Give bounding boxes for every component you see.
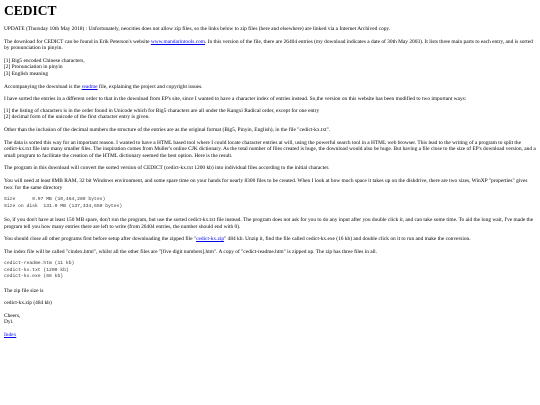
size-line: Size on disk 131.0 MB (137,334,650 bytes): [4, 203, 123, 209]
entry-part: [2] Pronunciation in pinyin: [4, 64, 63, 71]
ram-paragraph: You will need at least 8MB RAM, 32 bit Windows environment, and some spare time on your hands for nearly 8300 files to be created. When I look at how much space it takes up on the diskdrive, there are two sizes, WinXP "properties" gives two: for the same directory: [4, 177, 528, 191]
zip-file-item: cedict-kx.txt (1200 kb): [4, 267, 69, 273]
entry-parts-list: [4, 58, 536, 78]
signoff-line: Cheers,: [4, 312, 21, 319]
zip-size-label: The zip file size is: [4, 287, 44, 294]
structure-paragraph: Other than the inclusion of the decimal numbers the structure of the entries are as the original format (Big5, Pinyin, English), in the file "cedict-kx.txt".: [4, 126, 331, 133]
readme-text-after: file, explaining the project and copyright issues.: [97, 83, 203, 90]
space-paragraph: So, if you don't have at least 150 MB spare, don't run the program, but use the sorted cedict-kx.txt file instead. The program does not ask for you to do any input after you double click it, and can take some time. To aid the long wait, I've made the program tell you how many entries there are left to write (from 26404 entries, the number should end with 0).: [4, 216, 534, 230]
index-link[interactable]: Index: [4, 331, 17, 338]
close-programs-paragraph: [4, 236, 536, 243]
readme-link[interactable]: readme: [81, 83, 98, 90]
update-notice: UPDATE (Thursday 10th May 2018) : Unfortunately, neocities does not allow zip files, so the links below to zip files (here and elsewhere) are linked via a Internet Archived copy.: [4, 26, 391, 32]
close-text-before: You should close all other programs first before setup after downloading the zipped file ": [4, 236, 197, 243]
index-file-paragraph: The index file will be called "cindex.html", whilst all the other files are "[five digit numbers].htm". A copy of "cedict-readme.htm" is zipped up. The zip has three files in all.: [4, 248, 377, 255]
modification-list: [4, 108, 536, 121]
program-paragraph: The program in this download will convert the sorted version of CEDICT (cedict-kx.txt 1200 kb) into individual files according to the initial character.: [4, 165, 330, 172]
close-text-after: " 484 kb. Unzip it, find the file called cedict-kx.exe (16 kb) and double click on it to run and make the conversion.: [224, 236, 471, 243]
index-nav: [4, 332, 536, 339]
zip-file-item: cedict-kx.exe (66 kb): [4, 274, 64, 280]
entry-part: [3] English meaning: [4, 70, 49, 77]
download-text-before: The download for CEDICT can be found in Erik Peterson's website: [4, 38, 151, 45]
zip-file-list: [4, 261, 536, 280]
readme-text-before: Accompanying the download is the: [4, 83, 82, 90]
page-title: CEDICT: [4, 3, 57, 18]
sorted-paragraph: I have sorted the entries in a different order to that in the download from EP's site, since I wanted to have a character index of entries instead. So,the version on this website has been modified to two important ways:: [4, 96, 467, 103]
download-paragraph: [4, 39, 536, 52]
size-block: [4, 197, 536, 210]
zip-file-item: cedict-readme.htm (11 kb): [4, 261, 75, 267]
size-line: Size 9.97 MB (10,464,289 bytes): [4, 197, 106, 203]
signoff-name: Dyl.: [4, 319, 14, 326]
modification-item: [1] the listing of characters is in the order found in Unicode which for Big5 characters are all under the Kangxi Radical order, except for one entry: [4, 107, 320, 114]
zip-size-value: cedict-kx.zip (484 kb): [4, 300, 52, 307]
readme-paragraph: [4, 84, 536, 91]
mandarintools-link[interactable]: www.mandarintools.com: [150, 38, 205, 45]
cedict-kx-zip-link[interactable]: cedict-kx.zip: [196, 236, 225, 243]
entry-part: [1] Big5 encoded Chinese characters,: [4, 57, 85, 64]
modification-item: [2] decimal form of the unicode of the first character entry is given.: [4, 114, 150, 121]
signoff: [4, 313, 536, 326]
reason-paragraph: The data is sorted this way for an important reason. I wanted to have a HTML based tool where I could locate character entries at will, using the powerful search tool in a HTML web browser. This lead to the writing of a program to split the cedict-kx.txt file into many smaller files. The inspiration comes from Muller's online CJK dictionary. As the total number of files created is huge, the download would also be huge. But having a file close to the size of EP's download version, and a small program to facilitate the creation of the HTML dictionary seemed the best option. Here is the result.: [4, 139, 536, 159]
download-text-after: . In this version of the file, there are 26404 entries (my download indicates a date of 30th May 2003). It lists three main parts to each entry, and is sorted by pronunciation in pinyin.: [4, 38, 533, 52]
